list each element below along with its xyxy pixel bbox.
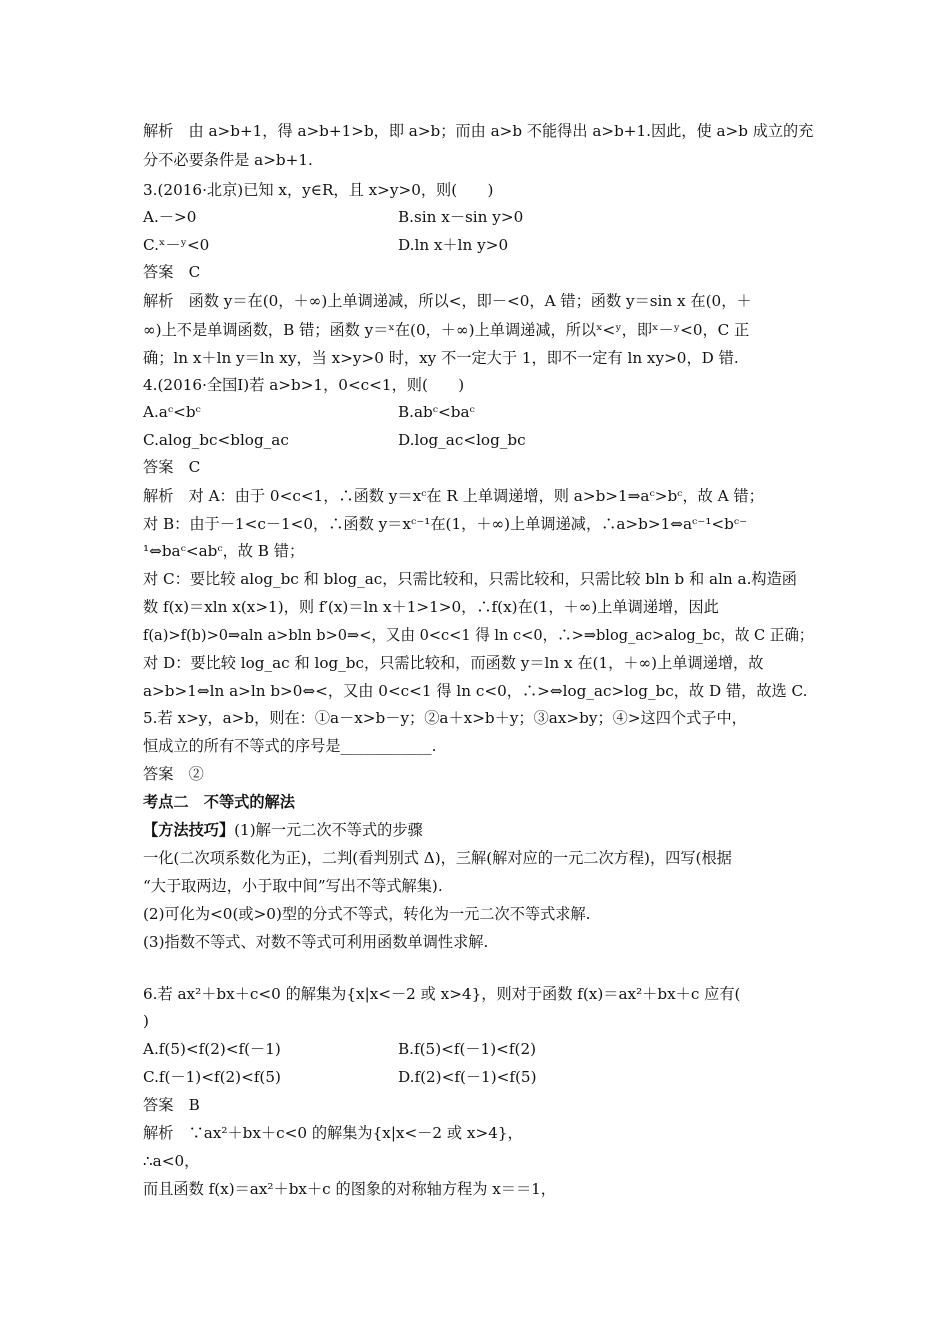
q4-analysis-line: ¹⇔baᶜ<abᶜ，故 B 错；	[143, 542, 305, 560]
method-text: (1)解一元二次不等式的步骤	[234, 821, 423, 839]
method-line	[143, 820, 813, 840]
analysis-line: 分不必要条件是 a>b+1.	[143, 151, 313, 169]
q6-answer: 答案 B	[143, 1096, 200, 1114]
q3-option-b: B.sin x－sin y>0	[398, 208, 524, 226]
q4-analysis-line: 对 C：要比较 alog_bc 和 blog_ac，只需比较和，只需比较和，只需比较 bln b 和 aln a.构造函	[143, 570, 797, 588]
q6-option-d: D.f(2)<f(－1)<f(5)	[398, 1068, 537, 1086]
question-4-stem: 4.(2016·全国Ⅰ)若 a>b>1，0<c<1，则( )	[143, 376, 465, 394]
question-3-stem: 3.(2016·北京)已知 x，y∈R，且 x>y>0，则( )	[143, 181, 494, 199]
question-6-stem: )	[143, 1012, 149, 1030]
q6-option-b: B.f(5)<f(－1)<f(2)	[398, 1040, 537, 1058]
method-label: 【方法技巧】	[143, 821, 235, 839]
q6-analysis-line: 解析 ∵ax²＋bx＋c<0 的解集为{x|x<－2 或 x>4}，	[143, 1124, 523, 1142]
q3-analysis-line: ∞)上不是单调函数，B 错；函数 y＝ˣ在(0，＋∞)上单调递减，所以ˣ<ʸ，即ˣ－ʸ<0，C 正	[143, 321, 750, 339]
question-5-stem: 5.若 x>y，a>b，则在：①a－x>b－y；②a＋x>b＋y；③ax>by；④>这四个式子中，	[143, 709, 747, 727]
q3-analysis-line: 解析 函数 y＝在(0，＋∞)上单调递减，所以<，即－<0，A 错；函数 y＝sin x 在(0，＋	[143, 292, 752, 310]
q4-analysis-line: f(a)>f(b)>0⇒aln a>bln b>0⇒<，又由 0<c<1 得 ln c<0，∴>⇒blog_ac>alog_bc，故 C 正确；	[143, 626, 814, 644]
q4-analysis-line: 对 B：由于－1<c－1<0，∴函数 y＝xᶜ⁻¹在(1，＋∞)上单调递减，∴a>b>1⇔aᶜ⁻¹<bᶜ⁻	[143, 515, 748, 533]
q4-answer: 答案 C	[143, 458, 201, 476]
q4-option-d: D.log_ac<log_bc	[398, 431, 526, 449]
q3-option-d: D.ln x＋ln y>0	[398, 236, 509, 254]
q6-option-c: C.f(－1)<f(2)<f(5)	[143, 1068, 281, 1086]
question-6-stem: 6.若 ax²＋bx＋c<0 的解集为{x|x<－2 或 x>4}，则对于函数 f(x)＝ax²＋bx＋c 应有(	[143, 985, 741, 1003]
q3-option-c: C.ˣ－ʸ<0	[143, 236, 210, 254]
q3-option-a: A.－>0	[143, 208, 197, 226]
q4-analysis-line: a>b>1⇔ln a>ln b>0⇔<，又由 0<c<1 得 ln c<0，∴>⇔log_ac>log_bc，故 D 错，故选 C.	[143, 682, 808, 700]
analysis-line: 解析 由 a>b+1，得 a>b+1>b，即 a>b；而由 a>b 不能得出 a>b+1.因此，使 a>b 成立的充	[143, 122, 814, 140]
question-5-stem: 恒成立的所有不等式的序号是____________.	[143, 737, 437, 755]
q4-analysis-line: 解析 对 A：由于 0<c<1，∴函数 y＝xᶜ在 R 上单调递增，则 a>b>1⇒aᶜ>bᶜ，故 A 错；	[143, 487, 764, 505]
q4-option-a: A.aᶜ<bᶜ	[143, 403, 201, 421]
q4-option-b: B.abᶜ<baᶜ	[398, 403, 475, 421]
q4-option-c: C.alog_bc<blog_ac	[143, 431, 289, 449]
q3-analysis-line: 确；ln x＋ln y＝ln xy，当 x>y>0 时，xy 不一定大于 1，即不一定有 ln xy>0，D 错.	[143, 349, 739, 367]
q6-option-a: A.f(5)<f(2)<f(－1)	[143, 1040, 281, 1058]
q5-answer: 答案 ②	[143, 765, 204, 783]
method-line: (2)可化为<0(或>0)型的分式不等式，转化为一元二次不等式求解.	[143, 905, 591, 923]
q3-answer: 答案 C	[143, 263, 201, 281]
q4-analysis-line: 对 D：要比较 log_ac 和 log_bc，只需比较和，而函数 y＝ln x 在(1，＋∞)上单调递增，故	[143, 654, 764, 672]
method-line: (3)指数不等式、对数不等式可利用函数单调性求解.	[143, 933, 489, 951]
q4-analysis-line: 数 f(x)＝xln x(x>1)，则 f′(x)＝ln x＋1>1>0，∴f(x)在(1，＋∞)上单调递增，因此	[143, 598, 719, 616]
method-line: 一化(二次项系数化为正)，二判(看判别式 Δ)，三解(解对应的一元二次方程)，四写(根据	[143, 849, 732, 867]
q6-analysis-line: 而且函数 f(x)＝ax²＋bx＋c 的图象的对称轴方程为 x＝＝1，	[143, 1180, 556, 1198]
q6-analysis-line: ∴a<0，	[143, 1152, 200, 1170]
section-heading: 考点二 不等式的解法	[143, 793, 295, 811]
method-line: “大于取两边，小于取中间”写出不等式解集).	[143, 877, 443, 895]
